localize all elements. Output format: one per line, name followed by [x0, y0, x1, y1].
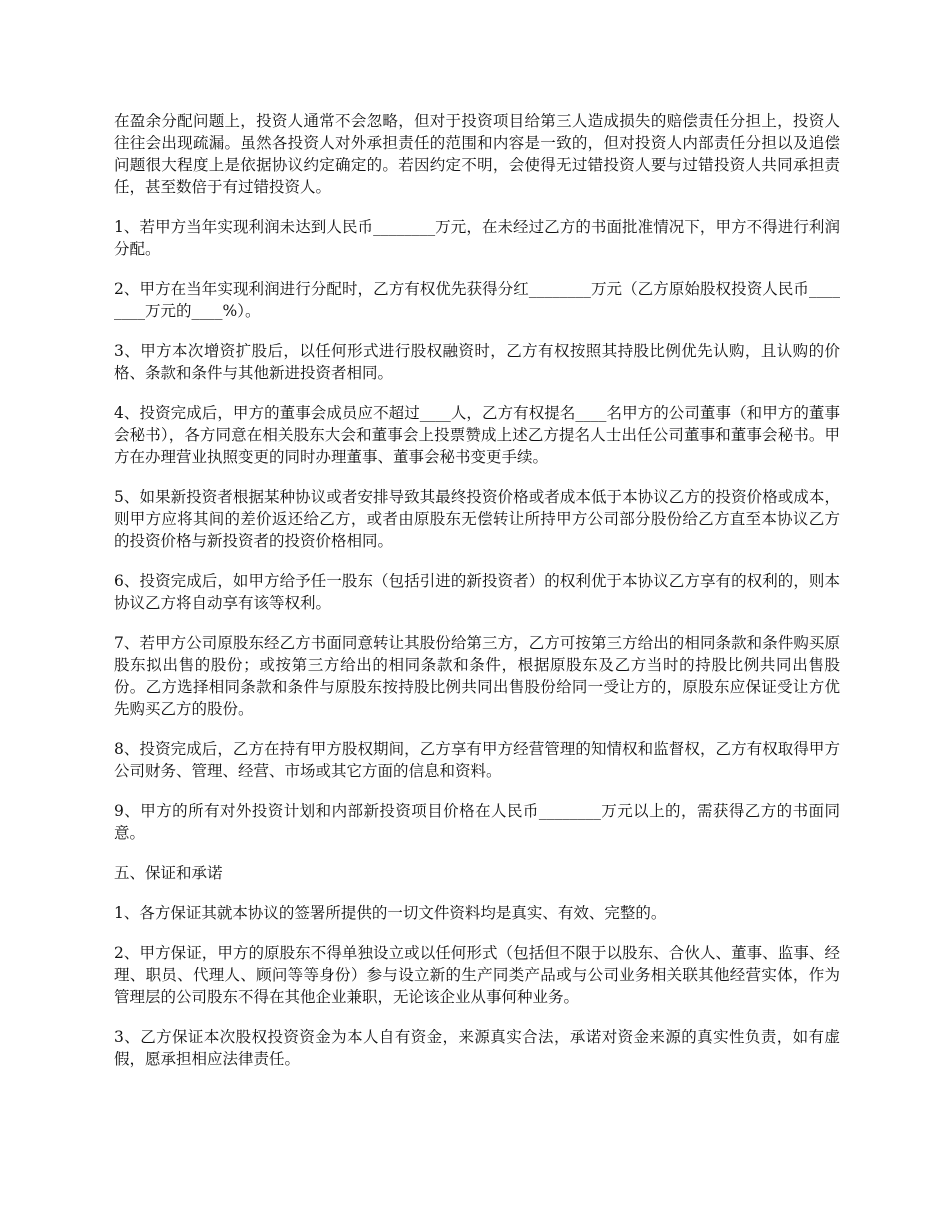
- paragraph-clause-7: 7、若甲方公司原股东经乙方书面同意转让其股份给第三方，乙方可按第三方给出的相同条款和条件购买原股东拟出售的股份；或按第三方给出的相同条款和条件，根据原股东及乙方当时的持股比例共同出售股份。乙方选择相同条款和条件与原股东按持股比例共同出售股份给同一受让方的，原股东应保证受让方优先购买乙方的股份。: [114, 634, 840, 718]
- paragraph-clause-2: 2、甲方在当年实现利润进行分配时，乙方有权优先获得分红________万元（乙方原始股权投资人民币________万元的____%）。: [114, 280, 840, 320]
- paragraph-clause-6: 6、投资完成后，如甲方给予任一股东（包括引进的新投资者）的权利优于本协议乙方享有的权利的，则本协议乙方将自动享有该等权利。: [114, 572, 840, 612]
- paragraph-clause-4: 4、投资完成后，甲方的董事会成员应不超过____人，乙方有权提名____名甲方的公司董事（和甲方的董事会秘书），各方同意在相关股东大会和董事会上投票赞成上述乙方提名人士出任公司董事和董事会秘书。甲方在办理营业执照变更的同时办理董事、董事会秘书变更手续。: [114, 404, 840, 466]
- paragraph-clause-3: 3、甲方本次增资扩股后，以任何形式进行股权融资时，乙方有权按照其持股比例优先认购，且认购的价格、条款和条件与其他新进投资者相同。: [114, 342, 840, 382]
- paragraph-intro: 在盈余分配问题上，投资人通常不会忽略，但对于投资项目给第三人造成损失的赔偿责任分担上，投资人往往会出现疏漏。虽然各投资人对外承担责任的范围和内容是一致的，但对投资人内部责任分担以及追偿问题很大程度上是依据协议约定确定的。若因约定不明，会使得无过错投资人要与过错投资人共同承担责任，甚至数倍于有过错投资人。: [114, 112, 840, 196]
- section-heading-guarantees: 五、保证和承诺: [114, 864, 223, 882]
- paragraph-clause-1: 1、若甲方当年实现利润未达到人民币________万元，在未经过乙方的书面批准情况下，甲方不得进行利润分配。: [114, 218, 840, 258]
- document-body: [114, 110, 840, 1088]
- paragraph-guarantee-1: 1、各方保证其就本协议的签署所提供的一切文件资料均是真实、有效、完整的。: [114, 904, 667, 922]
- paragraph-guarantee-3: 3、乙方保证本次股权投资资金为本人自有资金，来源真实合法，承诺对资金来源的真实性负责，如有虚假，愿承担相应法律责任。: [114, 1028, 840, 1068]
- paragraph-clause-5: 5、如果新投资者根据某种协议或者安排导致其最终投资价格或者成本低于本协议乙方的投资价格或成本，则甲方应将其间的差价返还给乙方，或者由原股东无偿转让所持甲方公司部分股份给乙方直至本协议乙方的投资价格与新投资者的投资价格相同。: [114, 488, 840, 550]
- paragraph-guarantee-2: 2、甲方保证，甲方的原股东不得单独设立或以任何形式（包括但不限于以股东、合伙人、董事、监事、经理、职员、代理人、顾问等等身份）参与设立新的生产同类产品或与公司业务相关联其他经营实体，作为管理层的公司股东不得在其他企业兼职，无论该企业从事何种业务。: [114, 944, 840, 1006]
- paragraph-clause-8: 8、投资完成后，乙方在持有甲方股权期间，乙方享有甲方经营管理的知情权和监督权，乙方有权取得甲方公司财务、管理、经营、市场或其它方面的信息和资料。: [114, 740, 840, 780]
- paragraph-clause-9: 9、甲方的所有对外投资计划和内部新投资项目价格在人民币________万元以上的，需获得乙方的书面同意。: [114, 802, 840, 842]
